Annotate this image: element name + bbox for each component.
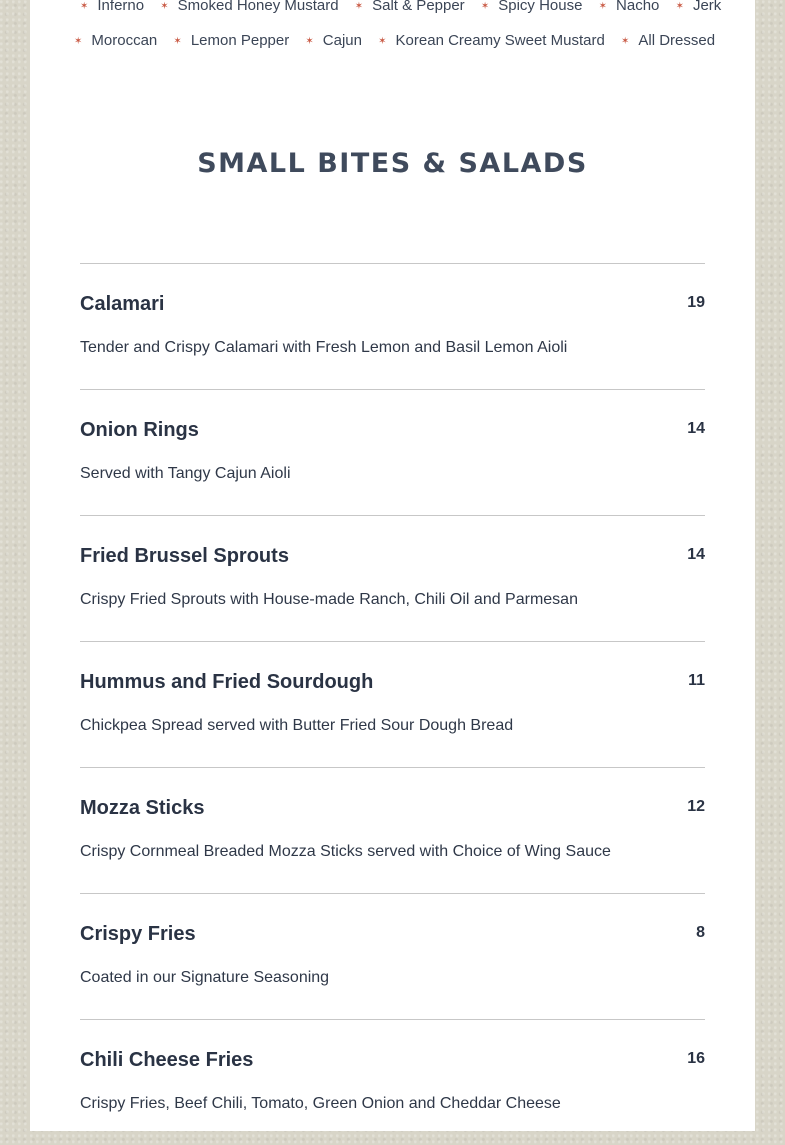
star-icon: ✶ [598,1,608,12]
star-icon: ✶ [74,36,83,47]
item-description: Coated in our Signature Seasoning [80,969,330,986]
menu-item [80,767,705,893]
item-price: 8 [696,924,705,941]
sauce-name: Salt & Pepper [372,0,465,14]
menu-item [80,263,705,389]
item-price: 14 [687,420,705,437]
item-price: 16 [687,1050,705,1067]
menu-list [80,263,705,1145]
menu-item [80,641,705,767]
sauce-name: Jerk [692,0,722,14]
star-icon: ✶ [620,36,630,47]
item-price: 11 [688,672,705,689]
item-description: Crispy Cornmeal Breaded Mozza Sticks served with Choice of Wing Sauce [80,843,611,860]
menu-panel [30,0,755,1131]
item-name: Chili Cheese Fries [80,1049,254,1071]
item-description: Tender and Crispy Calamari with Fresh Lemon and Basil Lemon Aioli [80,339,568,356]
sauce-row-2 [74,32,785,49]
sauce-name: Spicy House [498,0,583,14]
star-icon: ✶ [160,1,169,12]
star-icon: ✶ [354,1,364,12]
item-name: Crispy Fries [80,923,196,945]
star-icon: ✶ [305,36,314,47]
item-name: Calamari [80,293,165,315]
item-price: 19 [687,294,705,311]
item-description: Served with Tangy Cajun Aioli [80,465,291,482]
sauce-row-1 [80,0,785,14]
star-icon: ✶ [173,36,182,47]
star-icon: ✶ [480,1,490,12]
menu-item [80,515,705,641]
sauce-name: Nacho [616,0,660,14]
item-price: 12 [687,798,705,815]
star-icon: ✶ [378,36,387,47]
item-name: Hummus and Fried Sourdough [80,671,374,693]
sauce-name: Lemon Pepper [190,32,290,49]
section-title: SMALL BITES & SALADS [197,148,588,179]
item-description: Crispy Fries, Beef Chili, Tomato, Green Onion and Cheddar Cheese [80,1095,561,1112]
sauce-name: Smoked Honey Mustard [177,0,339,14]
sauce-name: Inferno [97,0,145,14]
sauce-name: Moroccan [91,32,158,49]
sauce-name: Cajun [322,32,362,49]
item-price: 14 [687,546,705,563]
star-icon: ✶ [675,1,684,12]
menu-item [80,1019,705,1145]
item-name: Fried Brussel Sprouts [80,545,289,567]
menu-item [80,893,705,1019]
sauce-name: All Dressed [638,32,716,49]
item-description: Crispy Fried Sprouts with House-made Ranch, Chili Oil and Parmesan [80,591,578,608]
item-name: Mozza Sticks [80,797,205,819]
item-name: Onion Rings [80,419,199,441]
menu-item [80,389,705,515]
sauce-name: Korean Creamy Sweet Mustard [395,32,605,49]
item-description: Chickpea Spread served with Butter Fried Sour Dough Bread [80,717,514,734]
star-icon: ✶ [80,1,89,12]
